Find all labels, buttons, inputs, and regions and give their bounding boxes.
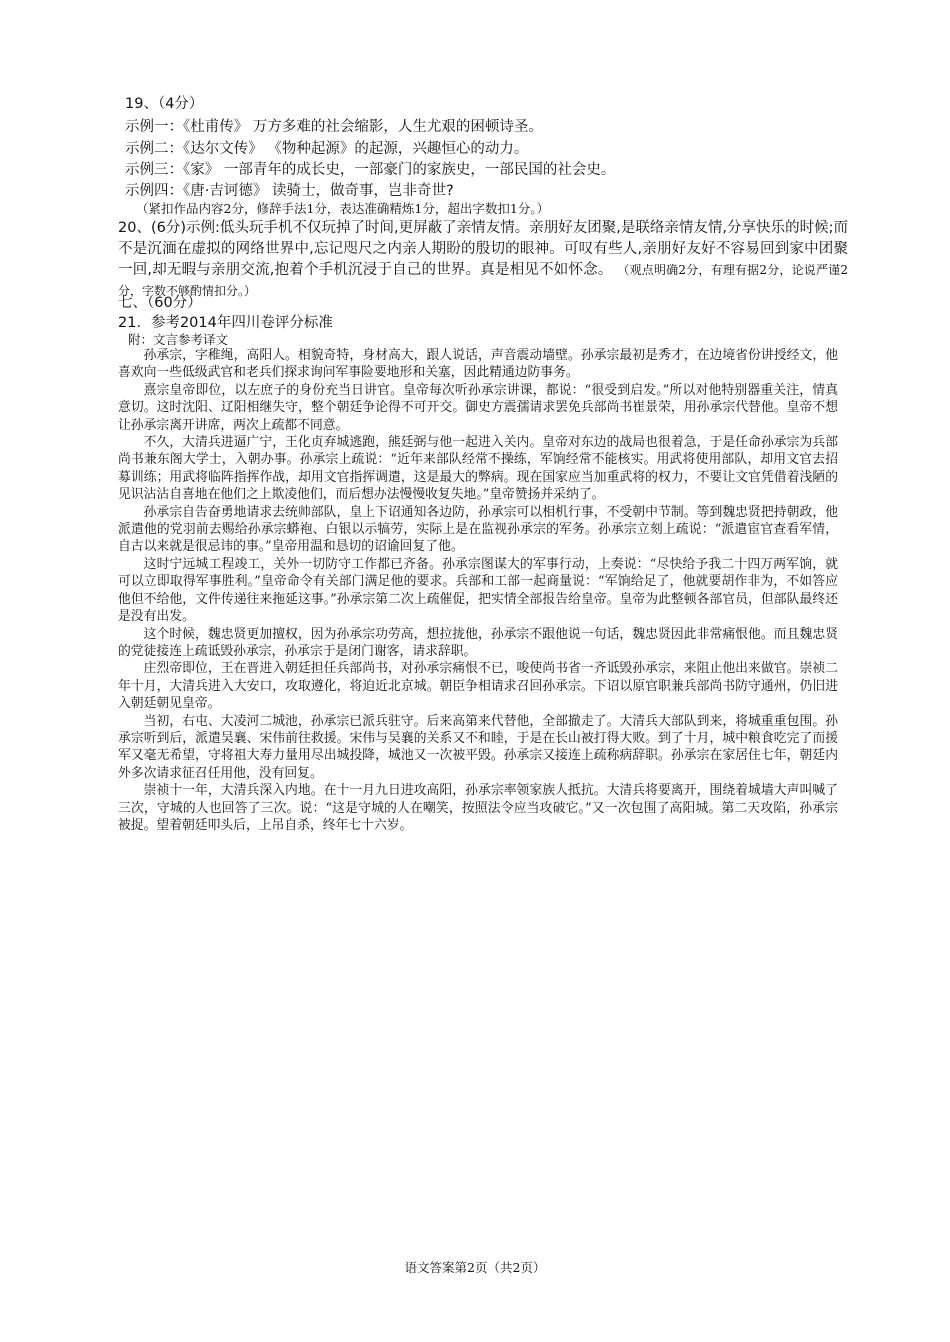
page-footer: 语文答案第2页（共2页） (404, 1260, 546, 1275)
q20-text: 20、(6分)示例:低头玩手机不仅玩掉了时间,更屏蔽了亲情友情。亲朋好友团聚,是联络亲情友情,分享快乐的时候;而不是沉湎在虚拟的网络世界中,忘记咫尺之内亲人期盼的殷切的眼神。可叹有些人,亲朋好友好不容易回到家中团聚一回,却无暇与亲朋交流,抱着个手机沉浸于自己的世界。真是相见不如怀念。 (118, 220, 848, 278)
translation-paragraph: 不久，大清兵进逼广宁，王化贞弃城逃跑，熊廷弼与他一起进入关内。皇帝对东边的战局也很着急，于是任命孙承宗为兵部尚书兼东阁大学士，入朝办事。孙承宗上疏说：“近年来部队经常不操练，军饷经常不能核实。用武将使用部队，却用文官去招募训练；用武将临阵指挥作战，却用文官指挥调遣，这是最大的弊病。现在国家应当加重武将的权力，不要让文官凭借着浅陋的见识沾沾自喜地在他们之上欺凌他们，而后想办法慢慢收复失地。”皇帝赞扬并采纳了。 (118, 435, 838, 503)
section-7-heading: 七、（60分） (118, 295, 202, 311)
q19-heading: 19、（4分） (125, 96, 204, 112)
translation-paragraph: 当初，右屯、大凌河二城池，孙承宗已派兵驻守。后来高第来代替他，全部撤走了。大清兵大部队到来，将城重重包围。孙承宗听到后，派遣吴襄、宋伟前往救援。宋伟与吴襄的关系又不和睦，于是在长山被打得大败。到了十月，城中粮食吃完了而援军又毫无希望，守将祖大寿力量用尽出城投降，城池又一次被平毁。孙承宗又接连上疏称病辞职。孙承宗在家居住七年，朝廷内外多次请求征召任用他，没有回复。 (118, 713, 838, 781)
q19-example-1: 示例一：《杜甫传》 万方多难的社会缩影，人生尤艰的困顿诗圣。 (125, 119, 543, 135)
q21-appendix-label: 附：文言参考译文 (128, 332, 229, 347)
q20-answer (118, 218, 848, 302)
translation-paragraph: 这时宁远城工程竣工，关外一切防守工作都已齐备。孙承宗图谋大的军事行动，上奏说：“尽快给予我二十四万两军饷，就可以立即取得军事胜利。”皇帝命令有关部门满足他的要求。兵部和工部一起商量说：“军饷给足了，他就要胡作非为，不如答应他但不给他，文件传递往来拖延这事。”孙承宗第二次上疏催促，把实情全部报告给皇帝。皇帝为此整顿各部官员，但部队最终还是没有出发。 (118, 556, 838, 625)
q19-scoring: （紧扣作品内容2分，修辞手法1分，表达准确精炼1分，超出字数扣1分。） (136, 201, 550, 216)
translation-paragraph: 崇祯十一年，大清兵深入内地。在十一月九日进攻高阳，孙承宗率领家族人抵抗。大清兵将要离开，围绕着城墙大声叫喊了三次，守城的人也回答了三次。说：“这是守城的人在嘲笑，按照法令应当攻破它。”又一次包围了高阳城。第二天攻陷，孙承宗被捉。望着朝廷叩头后，上吊自杀，终年七十六岁。 (118, 783, 838, 833)
translation-paragraph: 熹宗皇帝即位，以左庶子的身份充当日讲官。皇帝每次听孙承宗讲课，都说：“很受到启发。”所以对他特别器重关注，情真意切。这时沈阳、辽阳相继失守，整个朝廷争论得不可开交。御史方震孺请求罢免兵部尚书崔景荣，用孙承宗代替他。皇帝不想让孙承宗离开讲席，两次上疏都不同意。 (118, 382, 838, 433)
q19-example-3: 示例三：《家》 一部青年的成长史，一部豪门的家族史，一部民国的社会史。 (125, 162, 616, 178)
translation-body (118, 347, 838, 834)
q19-example-2: 示例二：《达尔文传》 《物种起源》的起源，兴趣恒心的动力。 (125, 141, 529, 157)
translation-paragraph: 这个时候，魏忠贤更加擅权，因为孙承宗功劳高，想拉拢他，孙承宗不跟他说一句话，魏忠贤因此非常痛恨他。而且魏忠贤的党徒接连上疏诋毁孙承宗，孙承宗于是闭门谢客，请求辞职。 (118, 626, 838, 659)
translation-paragraph: 孙承宗，字稚绳，高阳人。相貌奇特，身材高大，跟人说话，声音震动墙壁。孙承宗最初是秀才，在边境省份讲授经文，他喜欢向一些低级武官和老兵们探求询问军事险要地形和关塞，因此精通边防事务。 (118, 348, 838, 381)
translation-paragraph: 孙承宗自告奋勇地请求去统帅部队，皇上下诏通知各边防，孙承宗可以相机行事，不受朝中节制。等到魏忠贤把持朝政，他派遣他的党羽前去赐给孙承宗蟒袍、白银以示犒劳，实际上是在监视孙承宗的军务。孙承宗立刻上疏说：“派遣宦官查看军情，自古以来就是很忌讳的事。”皇帝用温和恳切的诏谕回复了他。 (118, 504, 838, 555)
translation-paragraph: 庄烈帝即位，王在晋进入朝廷担任兵部尚书，对孙承宗痛恨不已，唆使尚书省一齐诋毁孙承宗，来阻止他出来做官。崇祯二年十月，大清兵进入大安口，攻取遵化，将迫近北京城。朝臣争相请求召回孙承宗。下诏以原官职兼兵部尚书防守通州，仍旧进入朝廷朝见皇帝。 (118, 661, 838, 712)
q20-scoring: （观点明确2分，有理有据2分，论说严谨2分，字数不够酌情扣分。） (118, 263, 849, 298)
q19-example-4: 示例四：《唐·吉诃德》 读骑士，做奇事，岂非奇世? (125, 183, 454, 199)
q21-heading: 21．参考2014年四川卷评分标准 (118, 315, 333, 331)
